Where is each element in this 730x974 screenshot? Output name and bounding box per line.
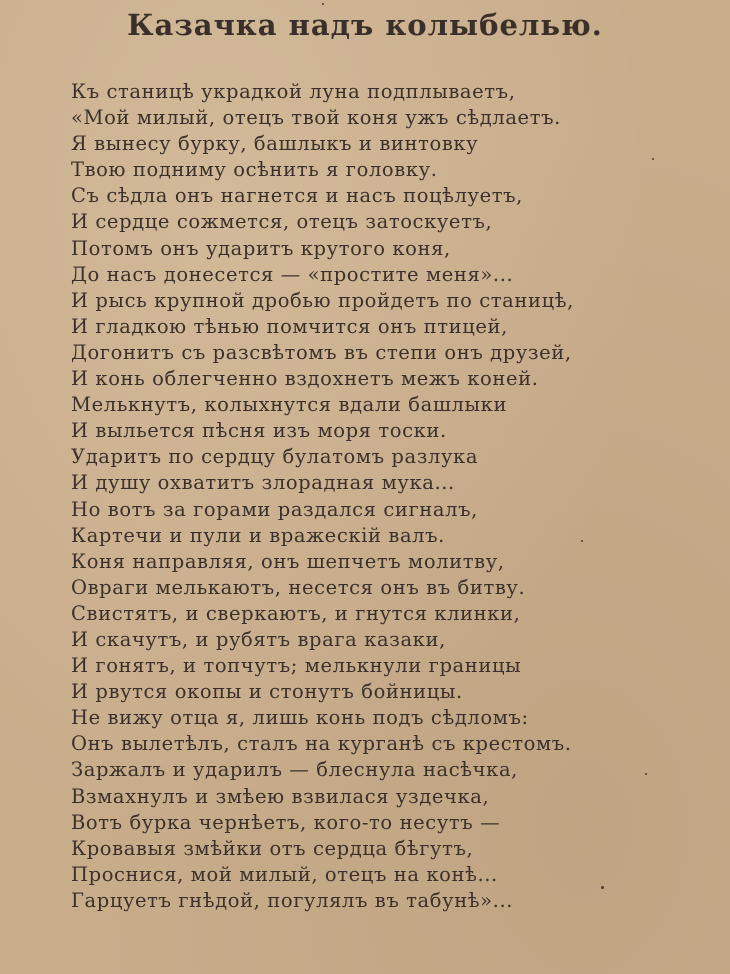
poem-title: Казачка надъ колыбелью.: [127, 8, 603, 42]
poem-line: Не вижу отца я, лишь конь подъ сѣдломъ:: [71, 706, 529, 730]
poem-line: И выльется пѣсня изъ моря тоски.: [71, 419, 447, 443]
poem-line: И душу охватитъ злорадная мука...: [71, 471, 455, 495]
poem-line: Къ станицѣ украдкой луна подплываетъ,: [71, 80, 516, 103]
poem-line: Картечи и пули и вражескій валъ.: [71, 523, 445, 547]
poem-line: И скачутъ, и рубятъ врага казаки,: [71, 627, 446, 651]
poem-line: И сердце сожмется, отецъ затоскуетъ,: [71, 210, 493, 234]
poem-line: Проснися, мой милый, отецъ на конѣ...: [71, 862, 498, 886]
poem-line: И рысь крупной дробью пройдетъ по станицѣ,: [71, 288, 574, 312]
print-speck: [645, 773, 647, 775]
poem-line: И гонятъ, и топчутъ; мелькнули границы: [71, 654, 522, 678]
poem-line: До насъ донесется — «простите меня»...: [71, 262, 514, 286]
poem-body: [71, 79, 721, 914]
poem-line: Овраги мелькаютъ, несется онъ въ битву.: [71, 575, 526, 599]
poem-line: Мелькнутъ, колыхнутся вдали башлыки: [71, 393, 508, 417]
poem-line: Потомъ онъ ударитъ крутого коня,: [71, 236, 451, 260]
poem-line: «Мой милый, отецъ твой коня ужъ сѣдлаетъ.: [71, 106, 561, 130]
poem-line: Твою подниму осѣнить я головку.: [71, 158, 438, 182]
poem-line: И рвутся окопы и стонутъ бойницы.: [71, 680, 463, 704]
poem-line: И гладкою тѣнью помчится онъ птицей,: [71, 314, 508, 338]
poem-line: Гарцуетъ гнѣдой, погулялъ въ табунѣ»...: [71, 888, 514, 912]
poem-line: Но вотъ за горами раздался сигналъ,: [71, 497, 478, 521]
poem-line: Ударитъ по сердцу булатомъ разлука: [71, 445, 479, 469]
poem-line: Вотъ бурка чернѣетъ, кого-то несутъ —: [71, 810, 501, 834]
poem-line: Я вынесу бурку, башлыкъ и винтовку: [71, 132, 479, 156]
poem-line: Догонитъ съ разсвѣтомъ въ степи онъ друзей,: [71, 340, 572, 364]
poem-line: И конь облегченно вздохнетъ межъ коней.: [71, 367, 539, 391]
poem-line: Съ сѣдла онъ нагнется и насъ поцѣлуетъ,: [71, 184, 523, 208]
print-speck: [601, 886, 604, 889]
poem-line: Взмахнулъ и змѣею взвилася уздечка,: [71, 784, 490, 808]
poem-line: Онъ вылетѣлъ, сталъ на курганѣ съ крестомъ.: [71, 732, 572, 756]
print-speck: [322, 3, 324, 5]
poem-line: Коня направляя, онъ шепчетъ молитву,: [71, 549, 505, 573]
print-speck: [581, 540, 583, 542]
poem-line: Заржалъ и ударилъ — блеснула насѣчка,: [71, 758, 518, 782]
print-speck: [652, 158, 654, 160]
poem-line: Свистятъ, и сверкаютъ, и гнутся клинки,: [71, 601, 521, 625]
poem-line: Кровавыя змѣйки отъ сердца бѣгутъ,: [71, 836, 474, 860]
